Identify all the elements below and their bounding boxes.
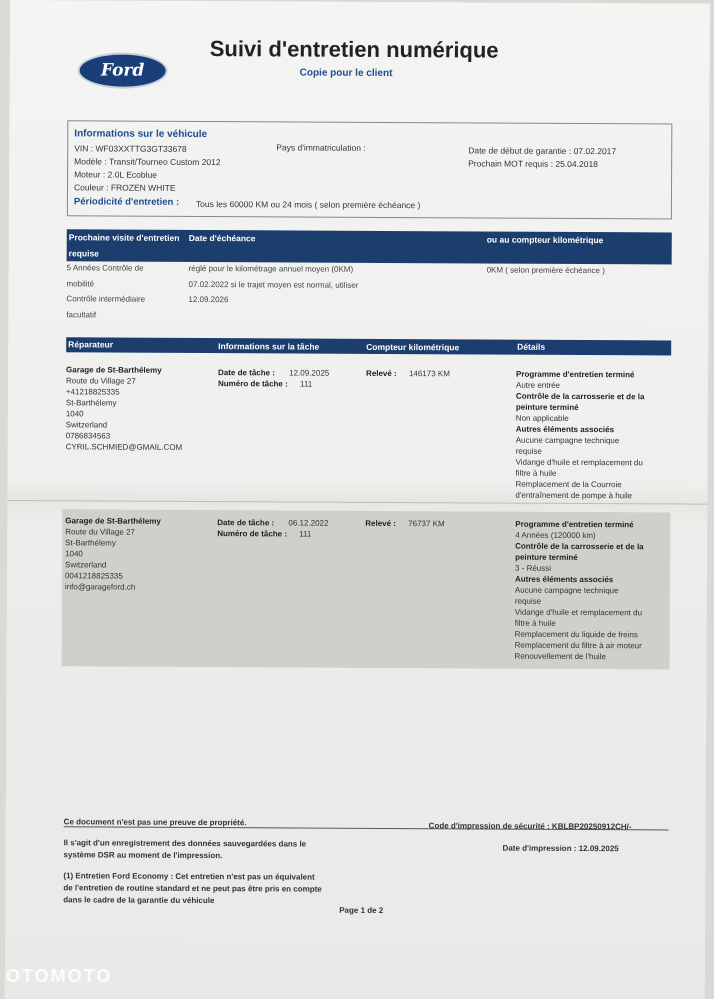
service1-odometer: Relevé : 146173 KM <box>366 368 450 379</box>
detail-line: Contrôle de la carrosserie et de la <box>515 541 644 552</box>
detail-line: d'entraînement de pompe à huile <box>515 490 633 501</box>
detail-line: requise <box>515 446 542 456</box>
periodicity-label: Périodicité d'entretien : <box>73 196 180 208</box>
detail-line: peinture terminé <box>515 402 579 412</box>
registration-country: Pays d'immatriculation : <box>276 142 366 153</box>
service1-task-info: Date de tâche : 12.09.2025 Numéro de tâche : 111 <box>217 368 330 389</box>
service2-odometer: Relevé : 76737 KM <box>365 518 445 529</box>
services-header <box>66 337 671 355</box>
detail-line: requise <box>514 596 542 606</box>
next-visit-row1-label: 5 Années Contrôle de mobilité <box>66 263 144 288</box>
services-col-details: Détails <box>517 341 546 352</box>
services-col-repairer: Réparateur <box>68 339 114 350</box>
next-visit-row2-desc: 12.09.2026 <box>188 294 229 305</box>
economy-note: (1) Entretien Ford Economy : Cet entretien n'est pas un équivalent de l'entretien de routine standard et ne peut pas être pris en compte dans le cadre de la garantie du véhicule <box>63 871 322 906</box>
next-visit-row1-desc: réglé pour le kilométrage annuel moyen (0KM) 07.02.2022 si le trajet moyen est normal, utiliser <box>188 263 359 290</box>
detail-line: peinture terminé <box>515 552 578 562</box>
services-col-task: Informations sur la tâche <box>218 341 320 352</box>
warranty-start: Date de début de garantie : 07.02.2017 <box>468 145 617 157</box>
engine: Moteur : 2.0L Ecoblue <box>74 169 157 180</box>
model: Modèle : Transit/Tourneo Custom 2012 <box>74 156 221 168</box>
page-title: Suivi d'entretien numérique <box>209 36 499 63</box>
detail-line: Contrôle de la carrosserie et de la <box>515 391 645 402</box>
detail-line: Aucune campagne technique <box>514 585 619 596</box>
ford-logo: Ford <box>78 52 168 88</box>
detail-line: 4 Années (120000 km) <box>515 530 596 541</box>
service1-garage: Garage de St-Barthélemy Route du Village 27 +41218825335 St-Barthélemy 1040 Switzerland 0786834563 CYRIL.SCHMIED@GMAIL.COM <box>65 365 183 452</box>
vehicle-info-box <box>67 120 672 219</box>
next-visit-row1-km: 0KM ( selon première échéance ) <box>486 265 605 276</box>
page-subtitle: Copie pour le client <box>299 67 393 80</box>
detail-line: Programme d'entretien terminé <box>516 369 635 380</box>
next-visit-header <box>67 229 672 264</box>
detail-line: Remplacement du filtre à air moteur <box>514 640 642 651</box>
detail-line: Autres éléments associés <box>515 424 615 435</box>
dsr-note: Il s'agit d'un enregistrement des données sauvegardées dans le système DSR au moment de l'impression. <box>63 838 307 861</box>
next-visit-col2: Date d'échéance <box>188 232 256 244</box>
vehicle-info-heading: Informations sur le véhicule <box>74 128 208 141</box>
detail-line: Remplacement de la Courroie <box>515 479 622 490</box>
detail-line: Remplacement du liquide de freins <box>514 629 638 640</box>
vin: VIN : WF03XXTTG3GT33678 <box>74 143 187 154</box>
next-mot: Prochain MOT requis : 25.04.2018 <box>468 158 598 170</box>
service2-garage: Garage de St-Barthélemy Route du Village 27 St-Barthélemy 1040 Switzerland 0041218825335 info@garageford.ch <box>64 516 161 592</box>
next-visit-col3: ou au compteur kilométrique <box>486 234 604 246</box>
detail-line: Vidange d'huile et remplacement du <box>514 607 643 618</box>
detail-line: Programme d'entretien terminé <box>515 519 634 530</box>
page-number: Page 1 de 2 <box>339 905 384 915</box>
document-sheet <box>5 0 710 999</box>
watermark: OTOMOTO <box>6 966 113 986</box>
security-code: Code d'impression de sécurité : KBLBP20250912CH/- <box>428 821 632 832</box>
detail-line: Aucune campagne technique <box>515 435 620 446</box>
detail-line: Non applicable <box>515 413 569 423</box>
service1-details <box>515 369 644 502</box>
detail-line: Autre entrée <box>515 380 561 390</box>
color: Couleur : FROZEN WHITE <box>73 182 176 193</box>
print-date: Date d'impression : 12.09.2025 <box>502 843 619 854</box>
service2-details <box>515 519 644 663</box>
detail-line: Autres éléments associés <box>514 574 614 585</box>
periodicity-value: Tous les 60000 KM ou 24 mois ( selon première échéance ) <box>195 198 421 211</box>
services-col-km: Compteur kilométrique <box>366 341 460 353</box>
detail-line: filtre à huile <box>515 468 557 478</box>
next-visit-row2-label: Contrôle intermédiaire facultatif <box>66 294 146 319</box>
detail-line: filtre à huile <box>514 618 556 628</box>
next-visit-col1b: requise <box>68 248 99 259</box>
detail-line: 3 - Réussi <box>515 563 552 573</box>
disclaimer: Ce document n'est pas une preuve de propriété. <box>63 817 247 828</box>
detail-line: Vidange d'huile et remplacement du <box>515 457 643 468</box>
service2-task-info: Date de tâche : 06.12.2022 Numéro de tâche : 111 <box>217 518 329 539</box>
detail-line: Renouvellement de l'huile <box>514 651 606 662</box>
next-visit-col1: Prochaine visite d'entretien <box>68 232 180 243</box>
